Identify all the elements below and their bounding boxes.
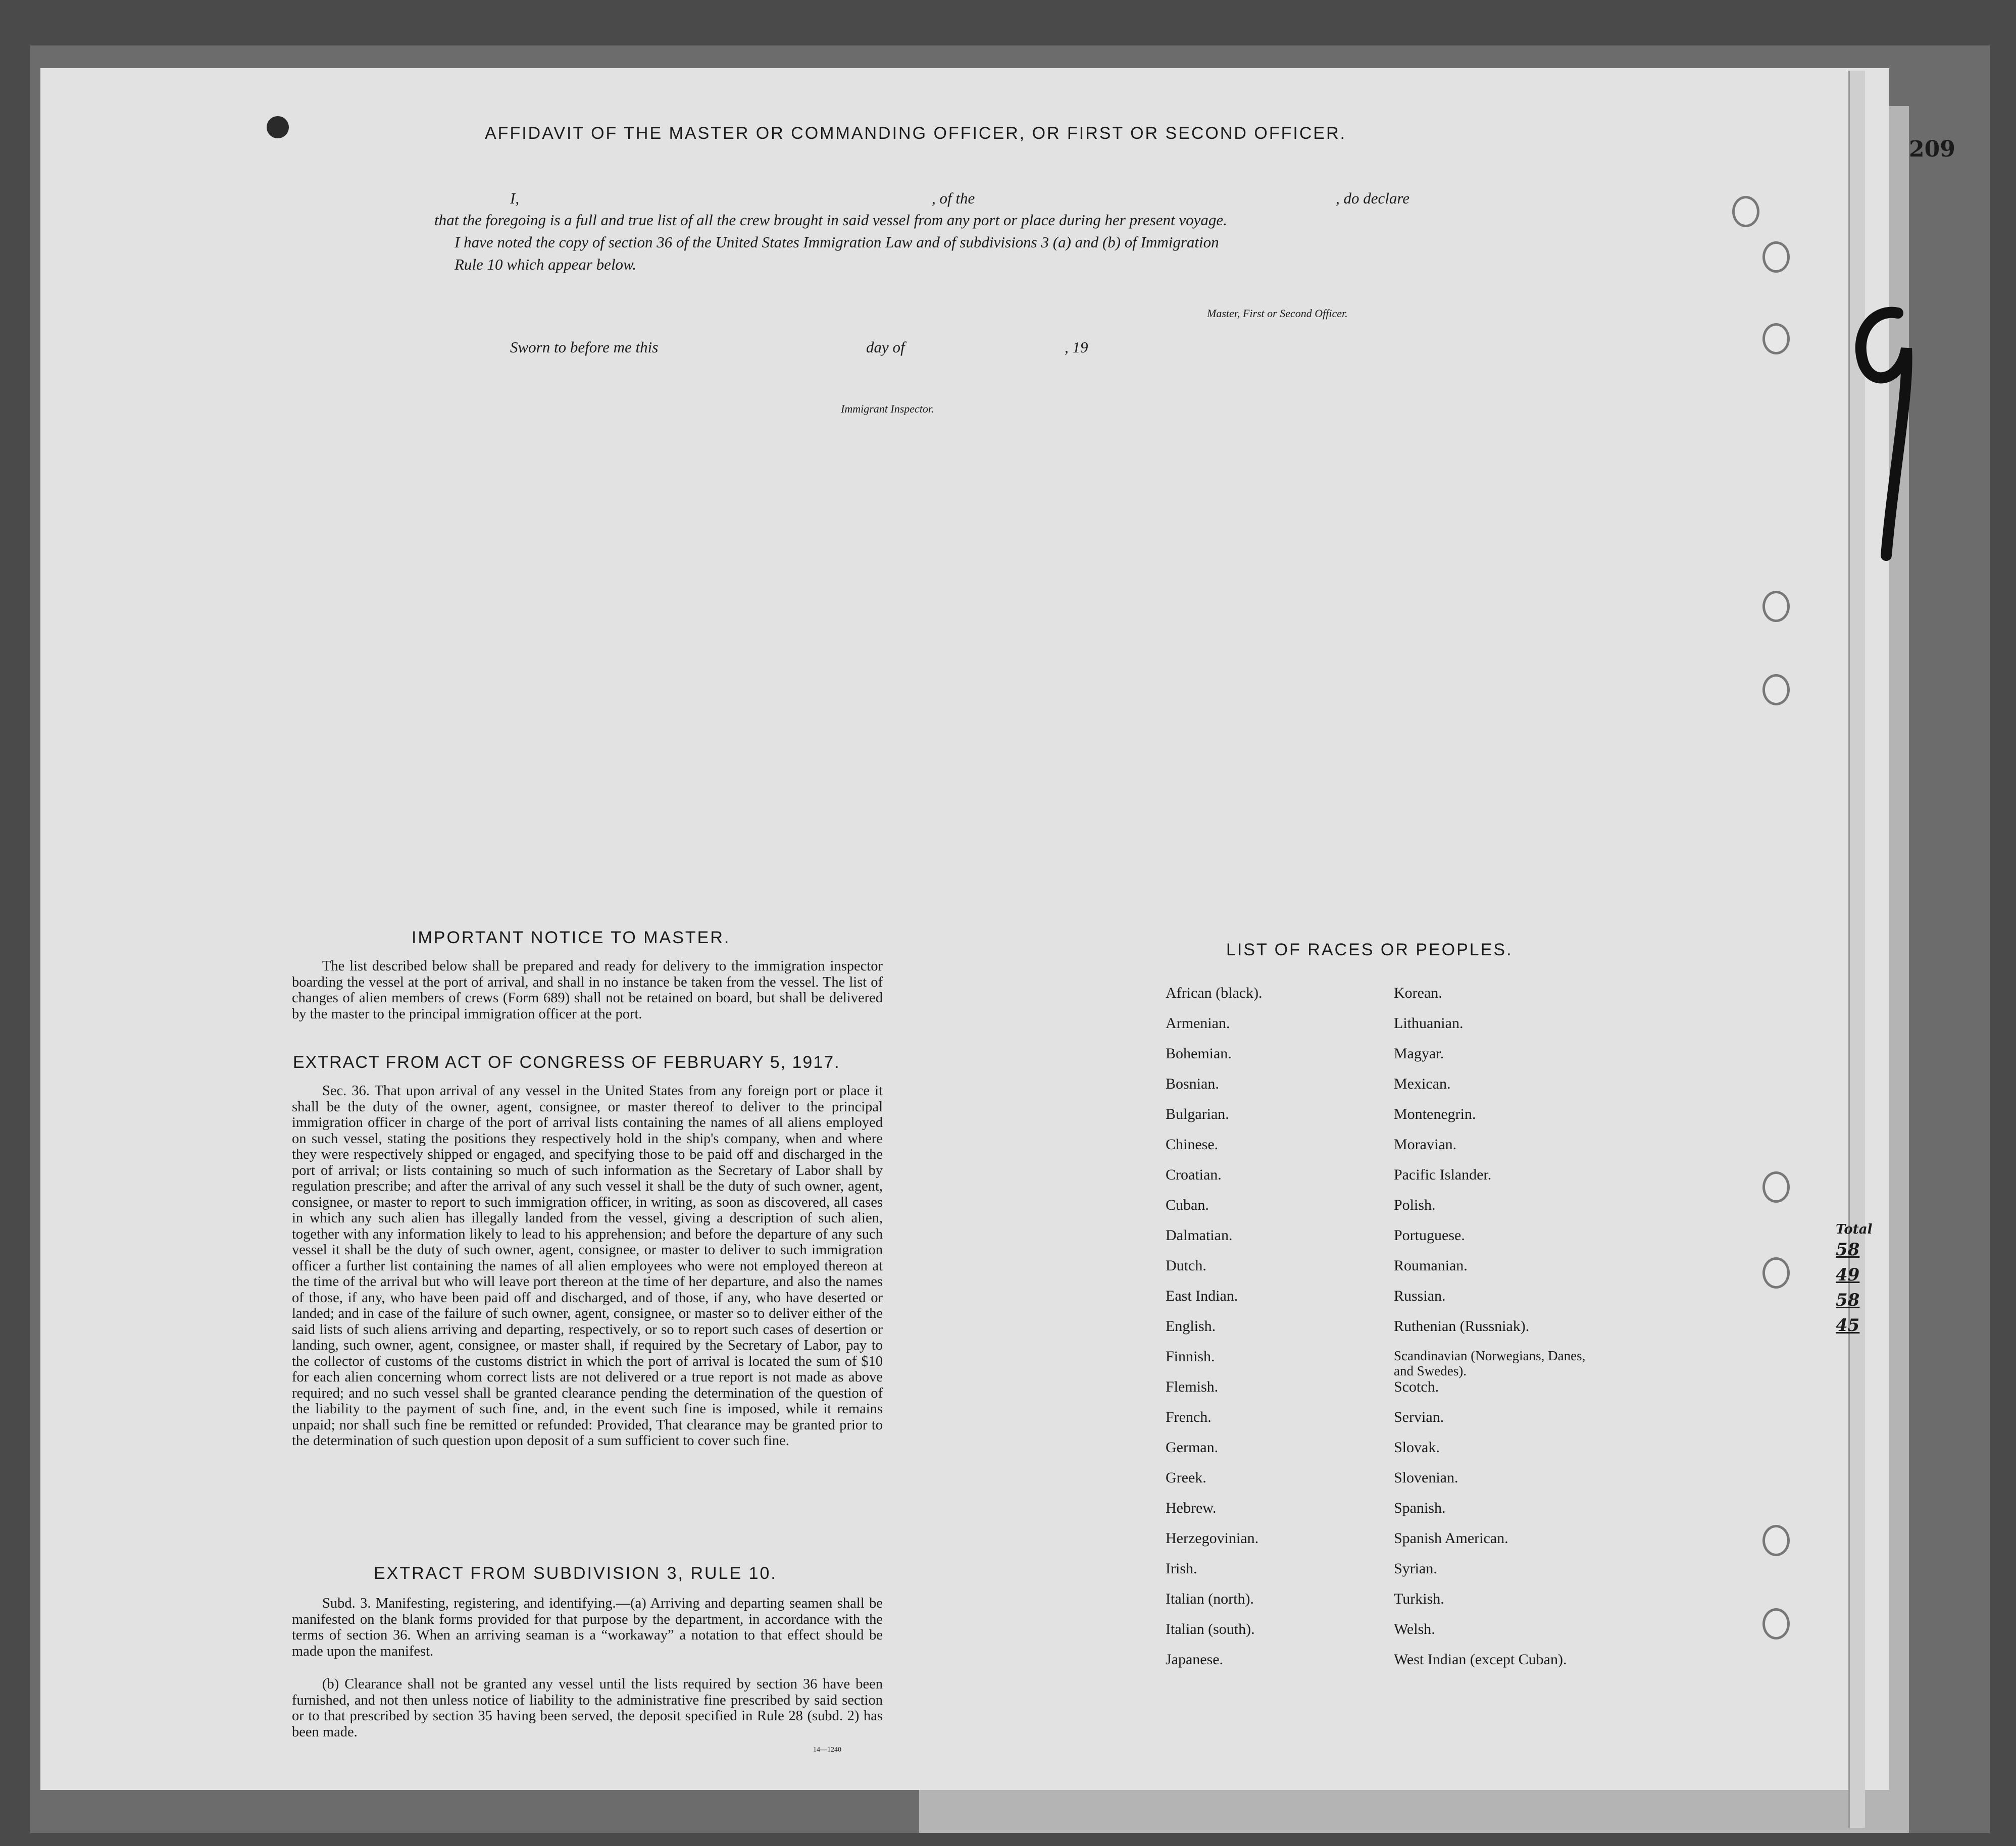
races-column-2: [1394, 985, 1606, 1681]
race-item: African (black).: [1166, 985, 1263, 1001]
year-label: , 19: [1065, 338, 1088, 356]
race-item: Japanese.: [1166, 1651, 1224, 1668]
race-item: Roumanian.: [1394, 1257, 1468, 1274]
inspector-label: Immigrant Inspector.: [841, 402, 934, 415]
race-item: Herzegovinian.: [1166, 1530, 1259, 1547]
extract-act-text: Sec. 36. That upon arrival of any vessel in the United States from any foreign port or place it shall be the duty of the owner, agent, consignee, or master thereof to deliver to the principal immigration officer in charge of the port of arrival lists containing the names of all aliens employed on such vessel, stating the positions they respectively hold in the ship's company, when and where they were respectively shipped or engaged, and specifying those to be paid off and discharged in the port of arrival; or lists containing so much of such information as the Secretary of Labor shall by regulation prescribe; and after the arrival of any such vessel it shall be the duty of such owner, agent, consignee, or master to report to such immigration officer, in writing, as soon as discovered, all cases in which any such alien has illegally landed from the vessel, giving a description of such alien, together with any information likely to lead to his apprehension; and before the departure of any such vessel it shall be the duty of such owner, agent, consignee, or master to deliver to such immigration officer a further list containing the names of all alien employees who were not employed thereon at the time of the arrival but who will leave port thereon at the time of her departure, and also the names of those, if any, who have been paid off and discharged, and of those, if any, who have deserted or landed; and in case of the failure of such owner, agent, consignee, or master so to deliver either of the said lists of such aliens arriving and departing, respectively, or so to report such cases of desertion or landing, such owner, agent, consignee, or master shall, if required by the Secretary of Labor, pay to the collector of customs of the customs district in which the port of arrival is located the sum of $10 for each alien concerning whom correct lists are not delivered or a true report is not made as above required; and no such vessel shall be granted clearance pending the determination of the question of the liability to the payment of such fine, and, in the event such fine is imposed, while it remains unpaid; nor shall such fine be remitted or refunded: Provided, That clearance may be granted prior to the determination of such question upon deposit of a sum sufficient to cover such fine.: [292, 1083, 883, 1449]
affidavit-line-2: that the foregoing is a full and true list of all the crew brought in said vessel from any port or place during her present voyage.: [434, 211, 1227, 229]
race-item: Servian.: [1394, 1409, 1444, 1425]
race-item: Bohemian.: [1166, 1045, 1232, 1062]
race-item: Chinese.: [1166, 1136, 1219, 1153]
race-item: Bosnian.: [1166, 1075, 1219, 1092]
race-item: Greek.: [1166, 1469, 1206, 1486]
race-item: Italian (north).: [1166, 1591, 1254, 1607]
extract-rule-title: EXTRACT FROM SUBDIVISION 3, RULE 10.: [374, 1564, 777, 1583]
signer-label: Master, First or Second Officer.: [1207, 307, 1348, 320]
race-item: Scandinavian (Norwegians, Danes, and Swedes).: [1394, 1348, 1586, 1378]
race-item: Mexican.: [1394, 1075, 1451, 1092]
margin-note-1: 58: [1836, 1240, 1860, 1260]
race-item: Bulgarian.: [1166, 1106, 1229, 1122]
race-item: East Indian.: [1166, 1288, 1238, 1304]
race-item: Montenegrin.: [1394, 1106, 1476, 1122]
race-item: Spanish American.: [1394, 1530, 1508, 1547]
margin-note-4: 45: [1836, 1315, 1860, 1336]
extract-rule-text-a: Subd. 3. Manifesting, registering, and identifying.—(a) Arriving and departing seamen shall be manifested on the blank forms provided for that purpose by the department, in accordance with the terms of section 36. When an arriving seaman is a “workaway” a notation to that effect should be made upon the manifest.: [292, 1596, 883, 1659]
race-item: French.: [1166, 1409, 1212, 1425]
race-item: Spanish.: [1394, 1500, 1446, 1516]
margin-note-total: Total: [1836, 1222, 1873, 1237]
race-item: Russian.: [1394, 1288, 1446, 1304]
race-item: Korean.: [1394, 985, 1442, 1001]
race-item: Pacific Islander.: [1394, 1166, 1492, 1183]
sworn-label: Sworn to before me this: [510, 338, 659, 356]
race-item: Flemish.: [1166, 1378, 1219, 1395]
race-item: Italian (south).: [1166, 1621, 1255, 1637]
race-item: Scotch.: [1394, 1378, 1439, 1395]
race-item: German.: [1166, 1439, 1219, 1456]
race-item: Welsh.: [1394, 1621, 1435, 1637]
day-of-label: day of: [866, 338, 905, 356]
race-item: Portuguese.: [1394, 1227, 1465, 1244]
page-number: 209: [1909, 136, 1955, 162]
margin-note-3: 58: [1836, 1290, 1860, 1310]
race-item: Magyar.: [1394, 1045, 1444, 1062]
handwritten-stroke: [1838, 303, 1919, 566]
affidavit-i: I,: [510, 189, 520, 207]
race-item: Syrian.: [1394, 1560, 1437, 1577]
race-item: Croatian.: [1166, 1166, 1222, 1183]
race-item: Lithuanian.: [1394, 1015, 1464, 1032]
affidavit-title: AFFIDAVIT OF THE MASTER OR COMMANDING OFFICER, OR FIRST OR SECOND OFFICER.: [485, 124, 1347, 143]
affidavit-declare: , do declare: [1336, 189, 1410, 207]
race-item: Slovak.: [1394, 1439, 1440, 1456]
race-item: Irish.: [1166, 1560, 1197, 1577]
extract-act-title: EXTRACT FROM ACT OF CONGRESS OF FEBRUARY 5, 1917.: [293, 1053, 840, 1072]
race-item: Dutch.: [1166, 1257, 1206, 1274]
race-item: Slovenian.: [1394, 1469, 1458, 1486]
race-item: Cuban.: [1166, 1197, 1209, 1213]
form-code: 14—1240: [813, 1746, 841, 1754]
notice-text: The list described below shall be prepared and ready for delivery to the immigration inspector boarding the vessel at the port of arrival, and shall in no instance be taken from the vessel. The list of changes of alien members of crews (Form 689) shall not be retained on board, but shall be delivered by the master to the principal immigration officer at the port.: [292, 958, 883, 1022]
race-item: Turkish.: [1394, 1591, 1444, 1607]
extract-rule-text-b: (b) Clearance shall not be granted any vessel until the lists required by section 36 have been furnished, and not then unless notice of liability to the administrative fine prescribed by said section or to that prescribed by section 35 having been served, the deposit specified in Rule 28 (subd. 2) has been made.: [292, 1676, 883, 1740]
margin-handwriting: [1836, 1222, 1896, 1338]
races-title: LIST OF RACES OR PEOPLES.: [1226, 940, 1513, 959]
race-item: Moravian.: [1394, 1136, 1457, 1153]
affidavit-of-the: , of the: [932, 189, 975, 207]
affidavit-line-3: I have noted the copy of section 36 of the United States Immigration Law and of subdivisions 3 (a) and (b) of Immigration: [455, 233, 1219, 251]
race-item: Polish.: [1394, 1197, 1436, 1213]
race-item: Armenian.: [1166, 1015, 1230, 1032]
race-item: English.: [1166, 1318, 1216, 1335]
margin-note-2: 49: [1836, 1265, 1860, 1285]
race-item: Dalmatian.: [1166, 1227, 1233, 1244]
affidavit-line-4: Rule 10 which appear below.: [455, 255, 637, 273]
notice-title: IMPORTANT NOTICE TO MASTER.: [412, 928, 731, 947]
race-item: Finnish.: [1166, 1348, 1215, 1365]
races-column-1: [1166, 985, 1263, 1681]
race-item: Ruthenian (Russniak).: [1394, 1318, 1530, 1335]
race-item: West Indian (except Cuban).: [1394, 1651, 1567, 1668]
race-item: Hebrew.: [1166, 1500, 1217, 1516]
